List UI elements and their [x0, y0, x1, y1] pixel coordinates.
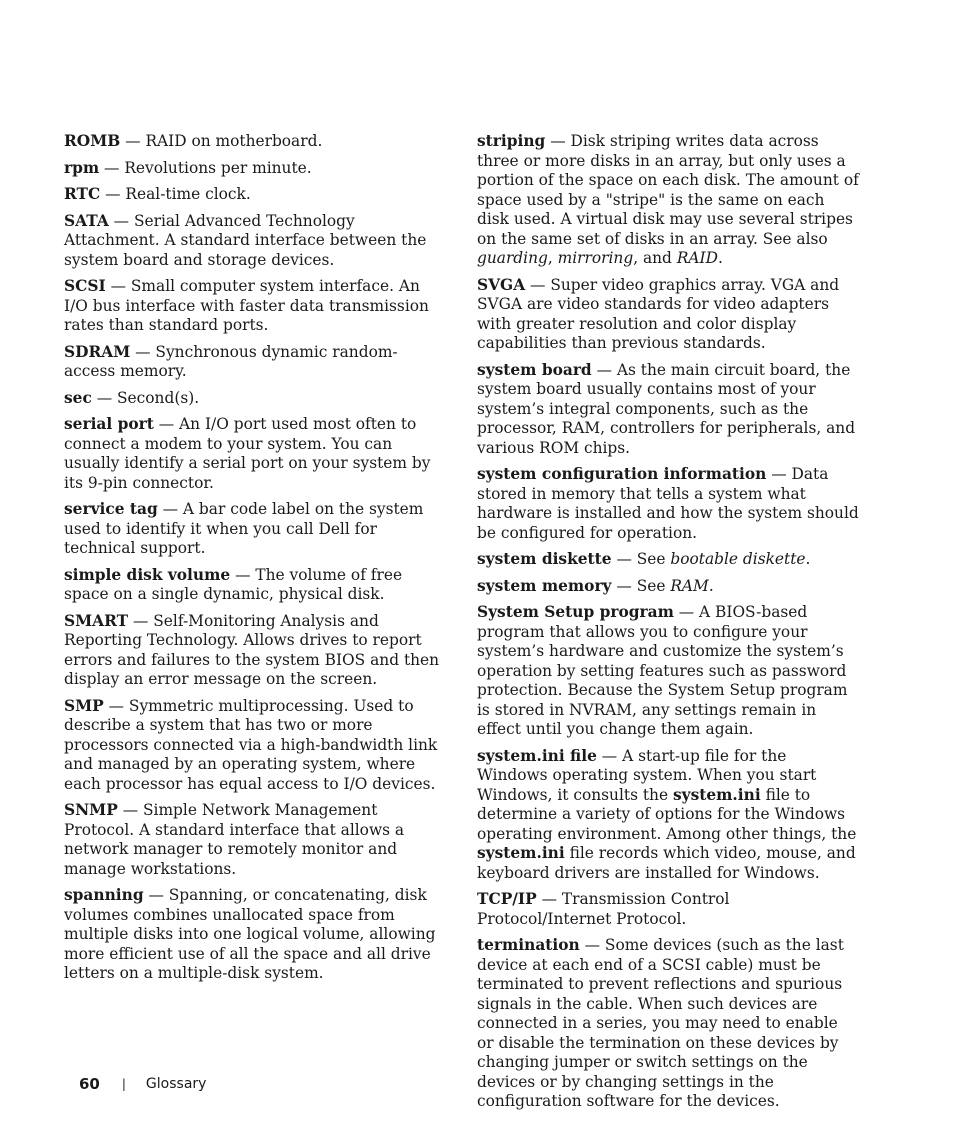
cross-reference: RAM — [670, 576, 709, 595]
term: service tag — [64, 500, 158, 518]
term: sec — [64, 388, 92, 407]
definition: RAID on motherboard. — [145, 132, 323, 150]
term: system configuration information — [477, 465, 767, 483]
glossary-entry-svga — [477, 276, 859, 354]
glossary-entry-serial-port — [64, 415, 444, 493]
dash: — — [108, 211, 134, 230]
glossary-entry-romb — [64, 132, 444, 152]
end-text: . — [708, 576, 714, 595]
dash: — — [128, 611, 154, 630]
definition: See — [636, 550, 671, 568]
glossary-entry-spanning — [64, 886, 444, 984]
definition: A BIOS-based program that allows you to configure your system’s hardware and customize the system’s operation by setting features such as password protection. Because the System Setup program is stored in NVRAM, any settings remain in effect until you change them again. — [477, 603, 848, 738]
glossary-entry-scsi — [64, 277, 444, 336]
dash: — — [130, 342, 156, 361]
definition: Simple Network Management Protocol. A standard interface that allows a network manager to remotely monitor and manage workstations. — [64, 801, 405, 878]
definition: Symmetric multiprocessing. Used to describe a system that has two or more processors connected via a high-bandwidth link and managed by an operating system, where each processor has equal access to I/O devices. — [64, 696, 438, 793]
glossary-entry-simple-disk-volume — [64, 566, 444, 605]
glossary-entry-rpm — [64, 159, 444, 179]
definition: A bar code label on the system used to identify it when you call Dell for technical support. — [64, 500, 424, 557]
definition: Small computer system interface. An I/O bus interface with faster data transmission rates than standard ports. — [64, 277, 429, 334]
footer-separator: | — [121, 1077, 126, 1091]
definition: A start-up file for the Windows operating system. When you start Windows, it consults the — [477, 746, 817, 804]
dash: — — [103, 696, 129, 715]
dash: — — [591, 360, 617, 379]
dash: — — [536, 890, 562, 908]
dash: — — [153, 415, 180, 433]
end-text: . — [717, 249, 723, 267]
filename: system.ini — [477, 844, 565, 862]
dash: — — [143, 886, 169, 904]
term: SNMP — [64, 801, 118, 819]
cross-reference: bootable diskette — [670, 550, 806, 568]
cross-reference: mirroring — [557, 249, 634, 267]
dash: — — [525, 275, 551, 294]
dash: — — [105, 277, 131, 295]
definition-continued: file to determine a variety of options for the Windows operating environment. Among other things, the — [477, 785, 857, 843]
definition: Some devices (such as the last device at each end of a SCSI cable) must be terminated to prevent reflections and spurious signals in the cable. When such devices are connected in a series, you may need to enable or disable the termination on these devices by changing jumper or switch settings on the devices or by changing settings in the configuration software for the devices. — [477, 936, 844, 1110]
dash: — — [99, 158, 125, 177]
term: system board — [477, 360, 592, 379]
dash: — — [611, 550, 637, 568]
term: SCSI — [64, 277, 106, 295]
dash: — — [579, 936, 605, 954]
filename: system.ini — [672, 785, 761, 804]
glossary-entry-smp — [64, 697, 444, 795]
term: SVGA — [477, 275, 526, 294]
definition: An I/O port used most often to connect a modem to your system. You can usually identify a serial port on your system by its 9-pin connector. — [64, 415, 431, 492]
definition: Super video graphics array. VGA and SVGA are video standards for video adapters with greater resolution and color display capabilities than previous standards. — [477, 275, 840, 352]
definition-continued: file records which video, mouse, and keyboard drivers are installed for Windows. — [477, 844, 856, 882]
right-column — [477, 132, 859, 1119]
cross-reference: guarding — [477, 249, 548, 267]
glossary-entry-snmp — [64, 801, 444, 879]
term: system memory — [477, 576, 612, 595]
dash: — — [596, 746, 623, 765]
dash: — — [673, 603, 700, 621]
glossary-entry-service-tag — [64, 500, 444, 559]
glossary-entry-system-ini-file — [477, 747, 859, 884]
cross-reference: RAID — [676, 249, 718, 267]
page-footer — [79, 1075, 206, 1093]
term: simple disk volume — [64, 565, 231, 584]
glossary-entry-rtc — [64, 185, 444, 205]
glossary-entry-sec — [64, 389, 444, 409]
term: SMART — [64, 611, 129, 630]
term: SATA — [64, 211, 109, 230]
term: rpm — [64, 158, 100, 177]
term: ROMB — [64, 132, 121, 150]
definition: Serial Advanced Technology Attachment. A standard interface between the system board and storage devices. — [64, 211, 427, 269]
glossary-entry-system-setup-program — [477, 603, 859, 740]
definition: The volume of free space on a single dynamic, physical disk. — [64, 565, 403, 603]
definition: Data stored in memory that tells a system what hardware is installed and how the system should be configured for operation. — [477, 465, 859, 542]
term: TCP/IP — [477, 890, 537, 908]
glossary-entry-sdram — [64, 343, 444, 382]
definition: Spanning, or concatenating, disk volumes combines unallocated space from multiple disks into one logical volume, allowing more efficient use of all the space and all drive letters on a multiple-disk system. — [64, 886, 436, 982]
definition: Real-time clock. — [125, 185, 251, 203]
definition: Revolutions per minute. — [124, 158, 312, 177]
term: spanning — [64, 886, 144, 904]
separator-text: , and — [633, 249, 677, 267]
dash: — — [230, 565, 256, 584]
term: termination — [477, 936, 580, 954]
dash: — — [766, 465, 792, 483]
glossary-entry-termination — [477, 936, 859, 1112]
term: system.ini file — [477, 746, 597, 765]
definition: Disk striping writes data across three or more disks in an array, but only uses a portion of the space on each disk. The amount of space used by a "stripe" is the same on each disk used. A virtual disk may use several stripes on the same set of disks in an array. See also — [477, 132, 859, 248]
glossary-entry-system-memory — [477, 577, 859, 597]
left-column — [64, 132, 444, 991]
definition: Synchronous dynamic random-access memory. — [64, 342, 398, 380]
definition: Second(s). — [117, 388, 200, 407]
end-text: . — [805, 550, 811, 568]
definition: See — [636, 576, 671, 595]
page-number: 60 — [79, 1075, 100, 1093]
dash: — — [120, 132, 146, 150]
separator-text: , — [547, 249, 558, 267]
dash: — — [91, 388, 118, 407]
glossary-entry-system-board — [477, 361, 859, 459]
definition: As the main circuit board, the system board usually contains most of your system’s integral components, such as the processor, RAM, controllers for peripherals, and various ROM chips. — [477, 360, 856, 457]
dash: — — [545, 132, 571, 150]
dash: — — [117, 801, 143, 819]
term: SDRAM — [64, 342, 131, 361]
term: RTC — [64, 185, 101, 203]
term: System Setup program — [477, 603, 674, 621]
term: SMP — [64, 696, 104, 715]
term: striping — [477, 132, 546, 150]
term: serial port — [64, 415, 154, 433]
section-name: Glossary — [145, 1076, 207, 1092]
glossary-entry-smart — [64, 612, 444, 690]
glossary-entry-system-configuration-information — [477, 465, 859, 543]
glossary-entry-striping — [477, 132, 859, 269]
glossary-entry-tcp-ip — [477, 890, 859, 929]
dash: — — [100, 185, 126, 203]
definition: Self-Monitoring Analysis and Reporting Technology. Allows drives to report errors and failures to the system BIOS and then display an error message on the screen. — [64, 611, 440, 688]
glossary-entry-sata — [64, 212, 444, 271]
glossary-entry-system-diskette — [477, 550, 859, 570]
dash: — — [611, 576, 637, 595]
dash: — — [157, 500, 183, 518]
term: system diskette — [477, 550, 612, 568]
definition: Transmission Control Protocol/Internet Protocol. — [477, 890, 730, 928]
